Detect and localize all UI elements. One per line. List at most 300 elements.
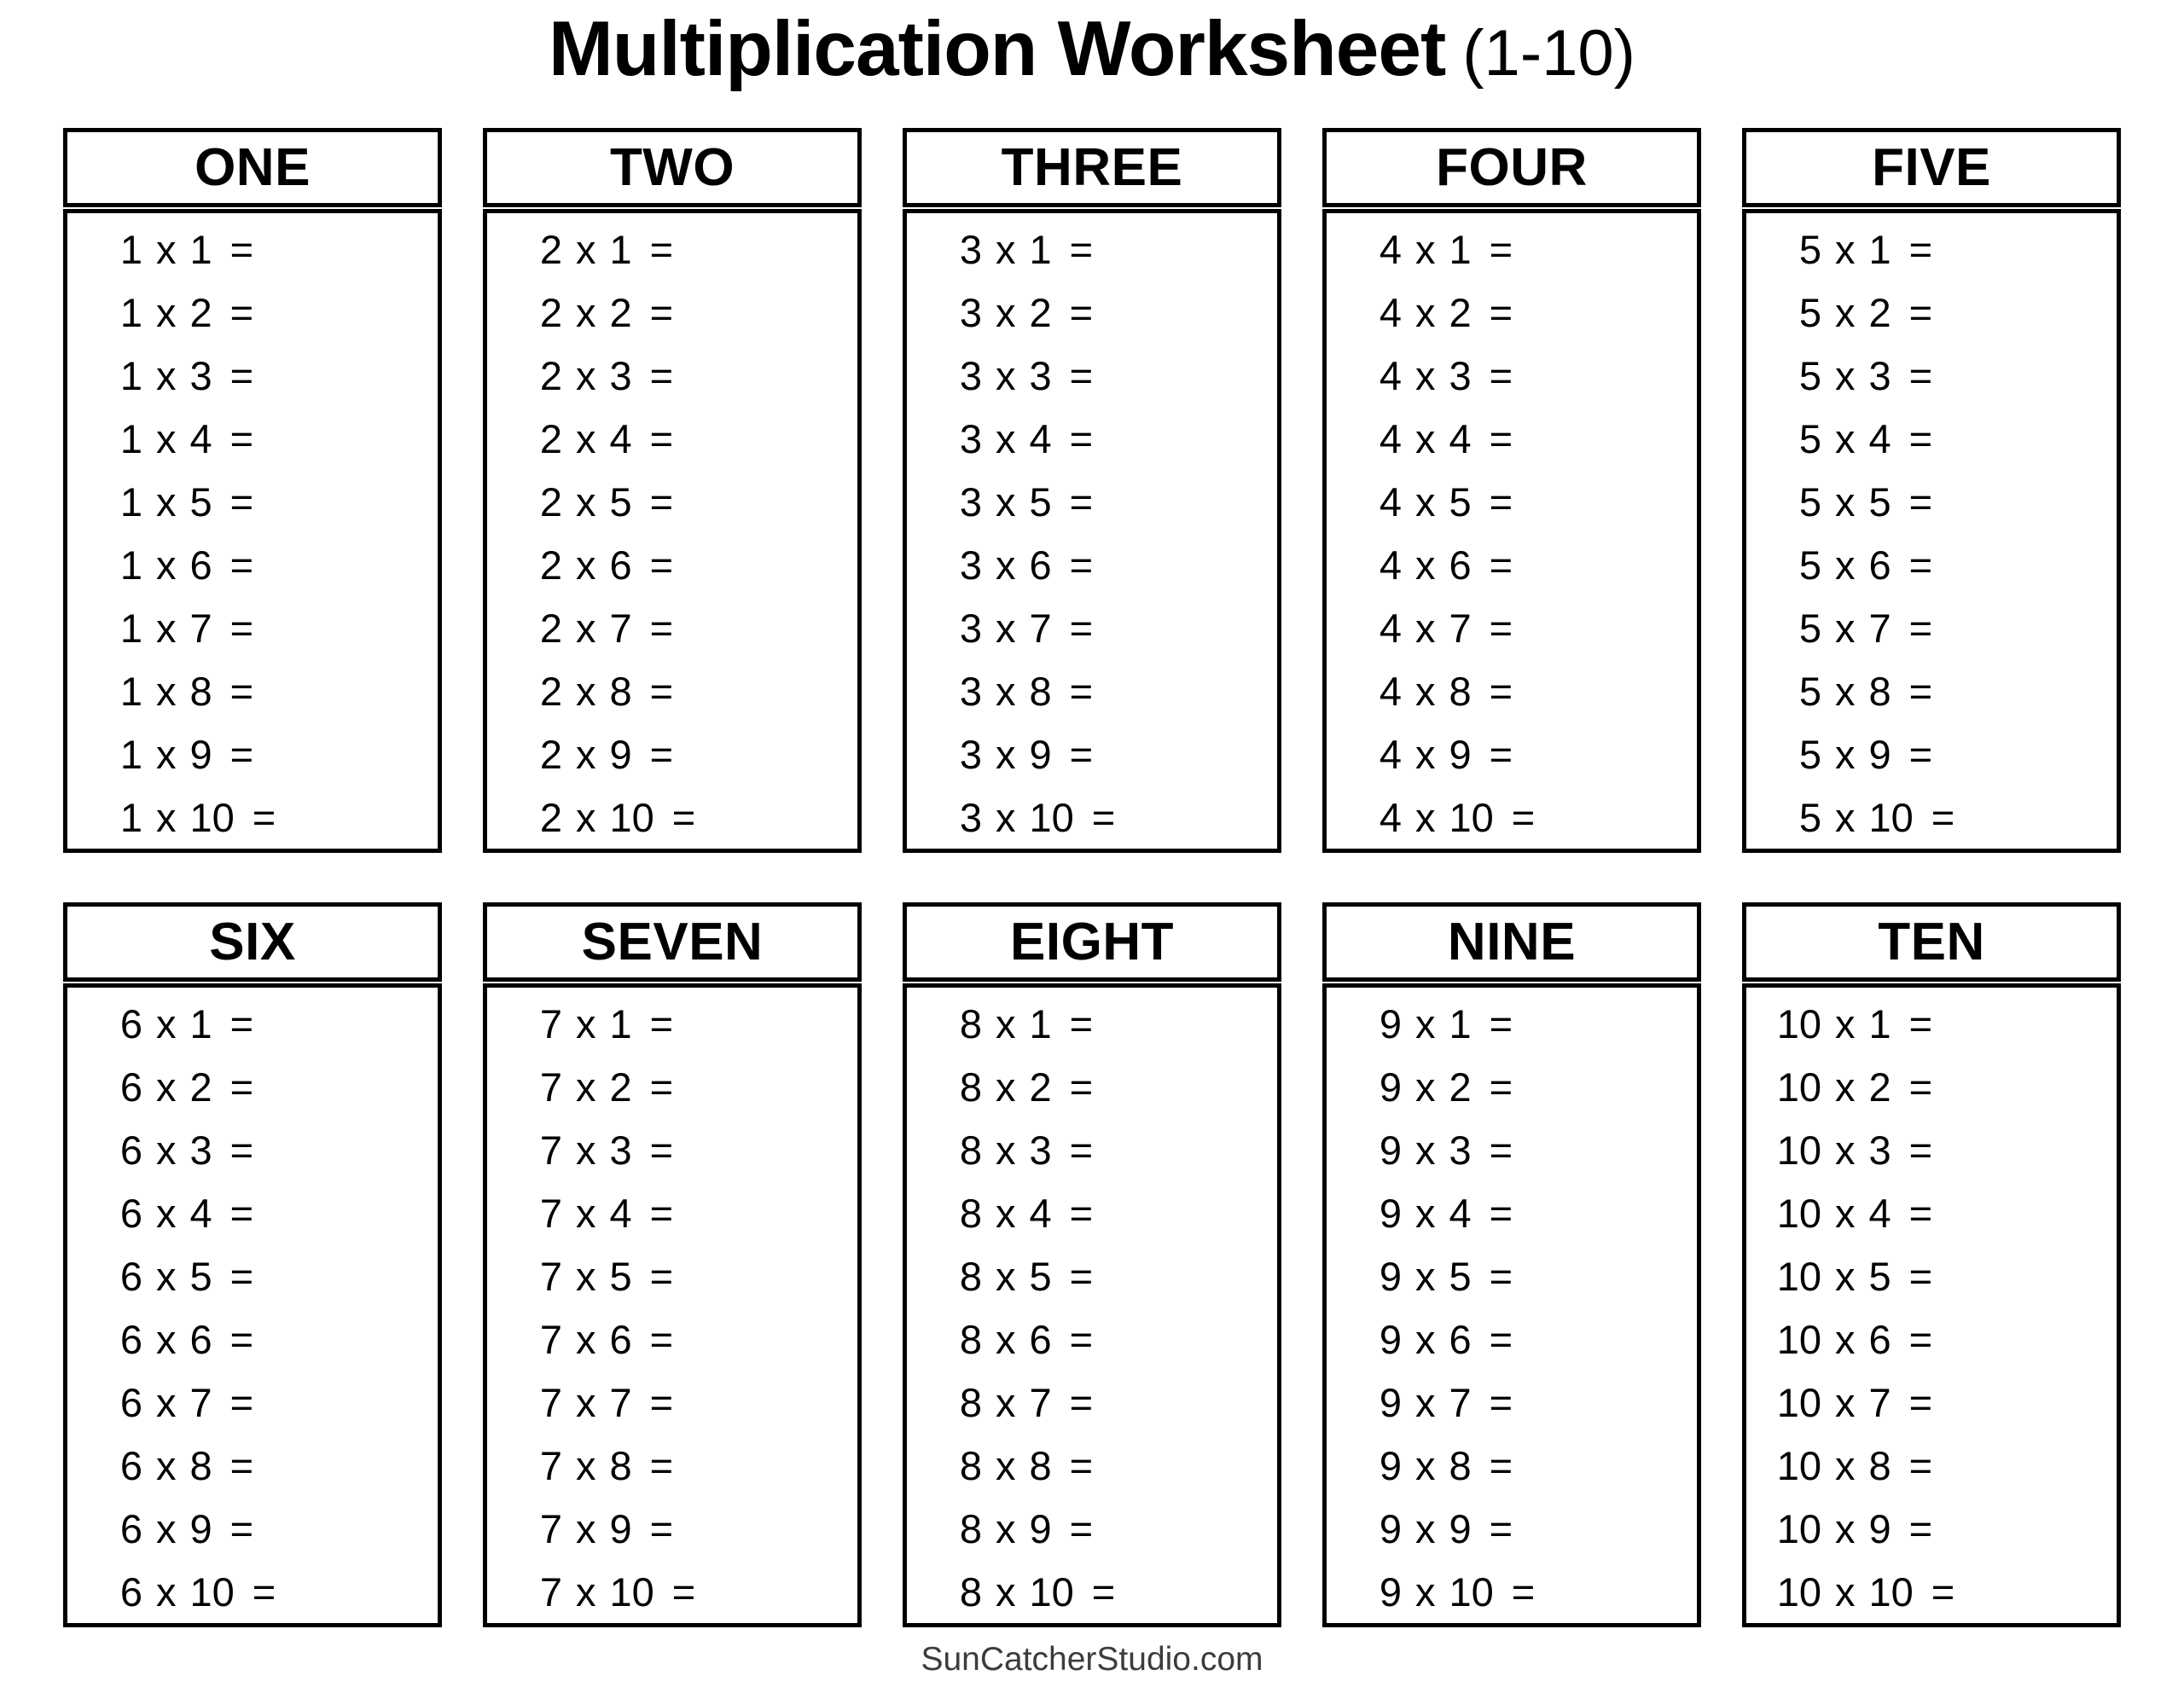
problem-operator: x	[156, 794, 177, 840]
multiplication-problem-row	[1352, 992, 1697, 1055]
problem-operator: x	[156, 542, 177, 588]
problem-factor: 7	[539, 1127, 562, 1173]
problem-factor: 6	[119, 1505, 142, 1551]
problem-operator: x	[156, 731, 177, 777]
problem-multiplier: 10	[609, 794, 654, 840]
problem-operator: x	[1835, 1190, 1856, 1236]
problem-multiplier: 7	[189, 1379, 212, 1425]
problem-equals-sign: =	[229, 1379, 254, 1425]
multiplication-problem-row	[932, 281, 1277, 344]
problem-factor: 5	[1798, 226, 1821, 272]
multiplication-problem-row	[932, 1181, 1277, 1244]
problem-operator: x	[1415, 415, 1436, 461]
problem-multiplier: 9	[1029, 1505, 1052, 1551]
problem-operator: x	[1835, 289, 1856, 335]
problem-multiplier: 9	[609, 1505, 632, 1551]
times-table-label: ONE	[195, 138, 311, 197]
problem-operator: x	[996, 1127, 1016, 1173]
problem-factor: 5	[1798, 289, 1821, 335]
problem-factor: 2	[539, 289, 562, 335]
problem-multiplier: 1	[1029, 1000, 1052, 1046]
problem-equals-sign: =	[1908, 1379, 1933, 1425]
times-table-box	[1742, 128, 2121, 853]
problem-operator: x	[996, 794, 1016, 840]
problem-equals-sign: =	[1931, 1568, 1955, 1615]
page-title-range: (1-10)	[1462, 17, 1635, 90]
multiplication-problem-row	[93, 217, 438, 281]
problem-multiplier: 1	[1868, 1000, 1891, 1046]
problem-factor: 4	[1379, 289, 1402, 335]
problem-factor: 3	[959, 794, 982, 840]
problem-operator: x	[156, 1568, 177, 1615]
multiplication-problem-row	[93, 470, 438, 533]
problem-multiplier: 1	[1029, 226, 1052, 272]
problem-operator: x	[996, 1000, 1016, 1046]
problem-equals-sign: =	[1908, 1316, 1933, 1362]
problem-factor: 7	[539, 1505, 562, 1551]
problem-multiplier: 8	[1449, 668, 1472, 714]
problem-equals-sign: =	[1489, 289, 1513, 335]
problem-operator: x	[576, 352, 596, 398]
multiplication-problem-row	[1772, 1497, 2117, 1560]
times-table-header	[483, 128, 862, 207]
problem-factor: 5	[1798, 542, 1821, 588]
problem-multiplier: 2	[189, 289, 212, 335]
multiplication-problem-row	[1772, 1244, 2117, 1307]
problem-multiplier: 6	[1029, 1316, 1052, 1362]
problem-operator: x	[1415, 731, 1436, 777]
problem-factor: 2	[539, 478, 562, 525]
problem-multiplier: 3	[1868, 352, 1891, 398]
multiplication-problem-row	[1352, 217, 1697, 281]
problem-equals-sign: =	[1069, 1127, 1094, 1173]
multiplication-problem-row	[932, 533, 1277, 596]
multiplication-problem-row	[932, 596, 1277, 659]
multiplication-problem-row	[932, 1055, 1277, 1118]
multiplication-problem-row	[1352, 1434, 1697, 1497]
problem-multiplier: 10	[1449, 794, 1494, 840]
problem-operator: x	[576, 289, 596, 335]
problem-factor: 4	[1379, 605, 1402, 651]
multiplication-problem-row	[1772, 1181, 2117, 1244]
problem-operator: x	[1415, 542, 1436, 588]
page-title-main: Multiplication Worksheet	[549, 6, 1446, 92]
problem-multiplier: 8	[189, 1442, 212, 1488]
problem-operator: x	[1415, 1505, 1436, 1551]
problem-operator: x	[156, 1064, 177, 1110]
problem-factor: 5	[1798, 731, 1821, 777]
multiplication-problem-row	[1352, 533, 1697, 596]
problem-factor: 9	[1379, 1000, 1402, 1046]
problem-operator: x	[576, 731, 596, 777]
problem-equals-sign: =	[1069, 1379, 1094, 1425]
problem-multiplier: 3	[1449, 1127, 1472, 1173]
multiplication-problem-row	[93, 1181, 438, 1244]
problem-operator: x	[156, 1316, 177, 1362]
problem-operator: x	[1835, 1442, 1856, 1488]
problem-multiplier: 2	[1868, 1064, 1891, 1110]
multiplication-problem-row	[513, 1181, 857, 1244]
multiplication-problem-row	[513, 1560, 857, 1623]
multiplication-problem-row	[513, 596, 857, 659]
problem-equals-sign: =	[1908, 1127, 1933, 1173]
multiplication-problem-row	[513, 1244, 857, 1307]
problem-equals-sign: =	[1489, 1505, 1513, 1551]
problem-factor: 10	[1776, 1568, 1821, 1615]
problem-multiplier: 1	[609, 1000, 632, 1046]
problem-multiplier: 5	[609, 1253, 632, 1299]
problem-multiplier: 3	[1449, 352, 1472, 398]
times-table-label: SEVEN	[581, 913, 764, 971]
problem-multiplier: 10	[1868, 794, 1914, 840]
problem-multiplier: 3	[1029, 352, 1052, 398]
problem-equals-sign: =	[1489, 415, 1513, 461]
multiplication-problem-row	[513, 217, 857, 281]
page-title	[0, 0, 2184, 128]
multiplication-problem-row	[513, 407, 857, 470]
problem-multiplier: 4	[189, 415, 212, 461]
multiplication-problem-row	[93, 1497, 438, 1560]
multiplication-problem-row	[932, 1434, 1277, 1497]
problem-equals-sign: =	[1069, 731, 1094, 777]
times-table-body	[483, 209, 862, 853]
multiplication-problem-row	[1352, 470, 1697, 533]
problem-multiplier: 8	[1868, 1442, 1891, 1488]
problem-factor: 3	[959, 605, 982, 651]
problem-multiplier: 7	[609, 1379, 632, 1425]
problem-operator: x	[576, 1316, 596, 1362]
problem-equals-sign: =	[649, 415, 674, 461]
problem-multiplier: 9	[189, 731, 212, 777]
problem-operator: x	[576, 1379, 596, 1425]
problem-equals-sign: =	[1069, 226, 1094, 272]
problem-factor: 8	[959, 1379, 982, 1425]
times-table-label: EIGHT	[1010, 913, 1174, 971]
problem-factor: 6	[119, 1568, 142, 1615]
problem-multiplier: 1	[1868, 226, 1891, 272]
problem-factor: 8	[959, 1253, 982, 1299]
problem-multiplier: 6	[609, 542, 632, 588]
footer	[0, 1641, 2184, 1678]
problem-multiplier: 4	[1868, 1190, 1891, 1236]
problem-operator: x	[1835, 1127, 1856, 1173]
multiplication-problem-row	[1352, 1055, 1697, 1118]
problem-multiplier: 4	[1868, 415, 1891, 461]
problem-multiplier: 8	[609, 668, 632, 714]
problem-factor: 4	[1379, 478, 1402, 525]
problem-operator: x	[156, 1442, 177, 1488]
multiplication-problem-row	[932, 1244, 1277, 1307]
problem-equals-sign: =	[1489, 226, 1513, 272]
problem-equals-sign: =	[1069, 478, 1094, 525]
problem-multiplier: 4	[1449, 1190, 1472, 1236]
problem-factor: 10	[1776, 1379, 1821, 1425]
problem-multiplier: 7	[1029, 1379, 1052, 1425]
problem-equals-sign: =	[1069, 542, 1094, 588]
problem-multiplier: 5	[189, 478, 212, 525]
problem-operator: x	[1835, 352, 1856, 398]
multiplication-problem-row	[93, 786, 438, 849]
times-table-body	[63, 209, 442, 853]
problem-equals-sign: =	[252, 794, 276, 840]
problem-factor: 7	[539, 1568, 562, 1615]
times-table-body	[903, 209, 1281, 853]
problem-operator: x	[1415, 289, 1436, 335]
problem-equals-sign: =	[1908, 542, 1933, 588]
problem-equals-sign: =	[1489, 731, 1513, 777]
problem-equals-sign: =	[229, 1000, 254, 1046]
problem-operator: x	[576, 794, 596, 840]
problem-equals-sign: =	[1908, 352, 1933, 398]
times-table-body	[903, 983, 1281, 1627]
problem-multiplier: 6	[1449, 1316, 1472, 1362]
problem-equals-sign: =	[1069, 415, 1094, 461]
multiplication-problem-row	[513, 992, 857, 1055]
multiplication-problem-row	[1352, 722, 1697, 786]
problem-factor: 6	[119, 1253, 142, 1299]
problem-operator: x	[1835, 1379, 1856, 1425]
problem-multiplier: 5	[1029, 1253, 1052, 1299]
problem-equals-sign: =	[1489, 668, 1513, 714]
times-table-label: FIVE	[1872, 138, 1991, 197]
multiplication-problem-row	[513, 722, 857, 786]
times-table-body	[63, 983, 442, 1627]
problem-equals-sign: =	[229, 415, 254, 461]
problem-equals-sign: =	[229, 1505, 254, 1551]
problem-equals-sign: =	[229, 605, 254, 651]
problem-multiplier: 3	[189, 1127, 212, 1173]
problem-factor: 9	[1379, 1127, 1402, 1173]
problem-equals-sign: =	[1489, 1253, 1513, 1299]
problem-factor: 1	[119, 226, 142, 272]
problem-multiplier: 1	[1449, 226, 1472, 272]
problem-operator: x	[576, 415, 596, 461]
problem-equals-sign: =	[1069, 1064, 1094, 1110]
problem-equals-sign: =	[1069, 1190, 1094, 1236]
problem-equals-sign: =	[1489, 1000, 1513, 1046]
problem-factor: 2	[539, 668, 562, 714]
multiplication-problem-row	[513, 1434, 857, 1497]
problem-equals-sign: =	[229, 289, 254, 335]
problem-multiplier: 4	[1029, 1190, 1052, 1236]
problem-multiplier: 6	[189, 1316, 212, 1362]
problem-operator: x	[576, 1064, 596, 1110]
problem-multiplier: 6	[609, 1316, 632, 1362]
problem-operator: x	[996, 1064, 1016, 1110]
problem-equals-sign: =	[1069, 1253, 1094, 1299]
multiplication-problem-row	[1352, 1118, 1697, 1181]
problem-factor: 4	[1379, 794, 1402, 840]
times-table-box	[1322, 128, 1701, 853]
multiplication-problem-row	[1772, 722, 2117, 786]
problem-multiplier: 2	[1029, 1064, 1052, 1110]
multiplication-problem-row	[932, 722, 1277, 786]
times-table-box	[1742, 902, 2121, 1627]
problem-factor: 1	[119, 289, 142, 335]
problem-multiplier: 9	[189, 1505, 212, 1551]
problem-equals-sign: =	[1489, 1064, 1513, 1110]
problem-multiplier: 5	[609, 478, 632, 525]
problem-equals-sign: =	[252, 1568, 276, 1615]
multiplication-problem-row	[1772, 1560, 2117, 1623]
problem-operator: x	[576, 668, 596, 714]
problem-operator: x	[1835, 731, 1856, 777]
problem-multiplier: 9	[1029, 731, 1052, 777]
times-table-label: TEN	[1878, 913, 1985, 971]
problem-equals-sign: =	[1069, 1505, 1094, 1551]
multiplication-problem-row	[932, 659, 1277, 722]
problem-operator: x	[156, 289, 177, 335]
problem-multiplier: 7	[609, 605, 632, 651]
problem-operator: x	[1835, 1253, 1856, 1299]
problem-equals-sign: =	[649, 226, 674, 272]
problem-multiplier: 8	[189, 668, 212, 714]
multiplication-problem-row	[1772, 533, 2117, 596]
problem-equals-sign: =	[1069, 1442, 1094, 1488]
problem-operator: x	[1415, 352, 1436, 398]
multiplication-problem-row	[513, 533, 857, 596]
problem-factor: 7	[539, 1442, 562, 1488]
problem-equals-sign: =	[229, 1190, 254, 1236]
problem-multiplier: 2	[189, 1064, 212, 1110]
multiplication-problem-row	[1772, 596, 2117, 659]
multiplication-problem-row	[1352, 1244, 1697, 1307]
problem-equals-sign: =	[649, 1000, 674, 1046]
problem-factor: 5	[1798, 794, 1821, 840]
multiplication-problem-row	[93, 1244, 438, 1307]
problem-operator: x	[156, 1127, 177, 1173]
problem-equals-sign: =	[1908, 731, 1933, 777]
multiplication-problem-row	[932, 470, 1277, 533]
problem-factor: 4	[1379, 731, 1402, 777]
problem-operator: x	[1835, 605, 1856, 651]
problem-factor: 9	[1379, 1442, 1402, 1488]
problem-multiplier: 9	[1449, 1505, 1472, 1551]
times-table-box	[63, 128, 442, 853]
times-table-label: NINE	[1447, 913, 1577, 971]
multiplication-problem-row	[1352, 596, 1697, 659]
problem-factor: 7	[539, 1064, 562, 1110]
problem-factor: 2	[539, 605, 562, 651]
multiplication-problem-row	[932, 786, 1277, 849]
problem-factor: 7	[539, 1190, 562, 1236]
multiplication-problem-row	[93, 659, 438, 722]
multiplication-problem-row	[932, 344, 1277, 407]
problem-equals-sign: =	[1908, 478, 1933, 525]
multiplication-problem-row	[932, 1307, 1277, 1371]
multiplication-problem-row	[1772, 1055, 2117, 1118]
problem-operator: x	[1415, 1000, 1436, 1046]
problem-multiplier: 10	[1449, 1568, 1494, 1615]
problem-operator: x	[996, 1253, 1016, 1299]
problem-multiplier: 10	[1868, 1568, 1914, 1615]
problem-factor: 2	[539, 731, 562, 777]
multiplication-problem-row	[1772, 344, 2117, 407]
multiplication-problem-row	[513, 1118, 857, 1181]
problem-factor: 4	[1379, 542, 1402, 588]
problem-equals-sign: =	[671, 1568, 696, 1615]
problem-factor: 10	[1776, 1505, 1821, 1551]
problem-multiplier: 5	[1868, 1253, 1891, 1299]
multiplication-problem-row	[1772, 217, 2117, 281]
problem-equals-sign: =	[1908, 226, 1933, 272]
problem-multiplier: 6	[1868, 1316, 1891, 1362]
problem-equals-sign: =	[649, 1379, 674, 1425]
multiplication-problem-row	[93, 407, 438, 470]
problem-factor: 2	[539, 542, 562, 588]
problem-factor: 10	[1776, 1190, 1821, 1236]
problem-equals-sign: =	[229, 1316, 254, 1362]
problem-operator: x	[996, 542, 1016, 588]
problem-equals-sign: =	[1489, 1442, 1513, 1488]
problem-factor: 1	[119, 352, 142, 398]
problem-factor: 8	[959, 1190, 982, 1236]
problem-factor: 2	[539, 352, 562, 398]
problem-multiplier: 7	[1449, 1379, 1472, 1425]
problem-equals-sign: =	[649, 1127, 674, 1173]
problem-equals-sign: =	[1091, 794, 1116, 840]
multiplication-problem-row	[93, 1560, 438, 1623]
problem-factor: 4	[1379, 668, 1402, 714]
problem-factor: 10	[1776, 1442, 1821, 1488]
problem-operator: x	[156, 226, 177, 272]
problem-operator: x	[996, 668, 1016, 714]
times-table-label: SIX	[209, 913, 296, 971]
problem-multiplier: 4	[1029, 415, 1052, 461]
multiplication-problem-row	[1772, 281, 2117, 344]
times-table-header	[1322, 902, 1701, 982]
problem-factor: 1	[119, 668, 142, 714]
problem-equals-sign: =	[671, 794, 696, 840]
multiplication-problem-row	[513, 281, 857, 344]
times-table-header	[1742, 902, 2121, 982]
multiplication-problem-row	[1352, 281, 1697, 344]
problem-multiplier: 9	[1868, 731, 1891, 777]
times-table-box	[903, 902, 1281, 1627]
multiplication-problem-row	[1352, 1497, 1697, 1560]
problem-factor: 1	[119, 478, 142, 525]
problem-factor: 10	[1776, 1127, 1821, 1173]
problem-equals-sign: =	[649, 1316, 674, 1362]
multiplication-problem-row	[1352, 659, 1697, 722]
multiplication-problem-row	[932, 407, 1277, 470]
problem-operator: x	[1415, 1379, 1436, 1425]
problem-equals-sign: =	[1908, 1253, 1933, 1299]
problem-factor: 5	[1798, 605, 1821, 651]
problem-factor: 9	[1379, 1190, 1402, 1236]
problem-factor: 2	[539, 226, 562, 272]
problem-operator: x	[156, 1505, 177, 1551]
problem-equals-sign: =	[649, 1505, 674, 1551]
problem-factor: 9	[1379, 1064, 1402, 1110]
problem-factor: 1	[119, 794, 142, 840]
problem-equals-sign: =	[1091, 1568, 1116, 1615]
problem-equals-sign: =	[229, 668, 254, 714]
multiplication-problem-row	[513, 1055, 857, 1118]
problem-equals-sign: =	[649, 1253, 674, 1299]
problem-factor: 8	[959, 1064, 982, 1110]
multiplication-problem-row	[1352, 786, 1697, 849]
problem-equals-sign: =	[1908, 1190, 1933, 1236]
times-table-box	[483, 128, 862, 853]
problem-multiplier: 1	[189, 226, 212, 272]
multiplication-problem-row	[93, 1307, 438, 1371]
multiplication-problem-row	[513, 1307, 857, 1371]
problem-equals-sign: =	[1908, 1442, 1933, 1488]
times-table-header	[483, 902, 862, 982]
problem-multiplier: 8	[1029, 1442, 1052, 1488]
problem-factor: 7	[539, 1379, 562, 1425]
